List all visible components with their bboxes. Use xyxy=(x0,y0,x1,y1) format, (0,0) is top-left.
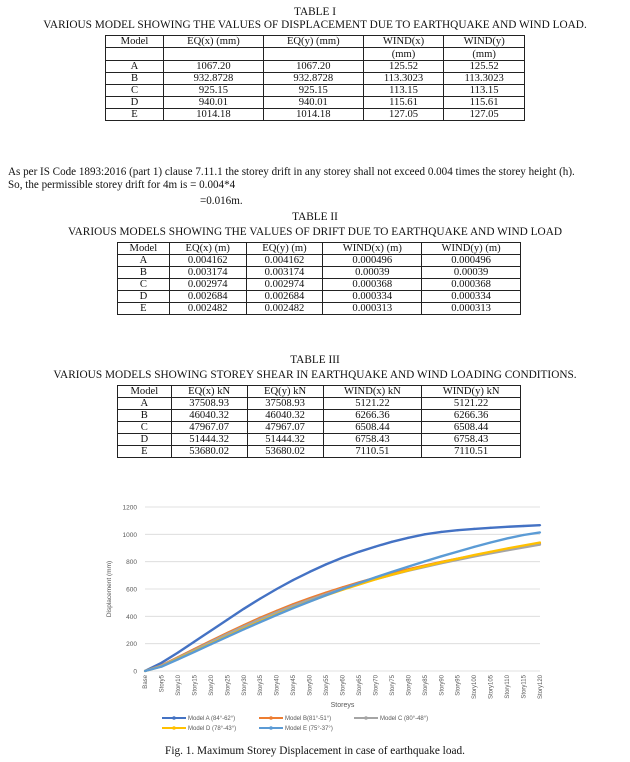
series-point xyxy=(358,551,360,553)
value-cell: 6508.44 xyxy=(323,422,422,434)
x-tick-label: Story90 xyxy=(439,675,446,696)
x-tick-label: Story85 xyxy=(422,675,429,696)
x-tick-label: Story70 xyxy=(373,675,380,696)
series-point xyxy=(325,563,327,565)
series-point xyxy=(522,525,524,527)
value-cell: 51444.32 xyxy=(247,434,323,446)
table-row xyxy=(118,303,521,315)
table-row xyxy=(106,109,525,121)
series-point xyxy=(193,651,195,653)
model-cell: B xyxy=(118,410,172,422)
table-row xyxy=(106,61,525,73)
value-cell: 7110.51 xyxy=(323,446,422,458)
legend-marker xyxy=(172,726,176,730)
header-row xyxy=(106,36,525,48)
table-row xyxy=(118,410,521,422)
column-header: WIND(y) kN xyxy=(422,386,521,398)
unit-cell: (mm) xyxy=(363,48,444,61)
x-tick-label: Story80 xyxy=(406,675,413,696)
value-cell: 0.000334 xyxy=(323,291,422,303)
header-row xyxy=(118,243,521,255)
legend-label: Model A (84°-62°) xyxy=(188,716,236,722)
x-tick-label: Story50 xyxy=(307,675,314,696)
value-cell: 0.00039 xyxy=(422,267,521,279)
value-cell: 37508.93 xyxy=(171,398,247,410)
value-cell: 5121.22 xyxy=(422,398,521,410)
series-point xyxy=(473,546,475,548)
value-cell: 1014.18 xyxy=(164,109,264,121)
value-cell: 6758.43 xyxy=(323,434,422,446)
model-cell: A xyxy=(106,61,164,73)
x-tick-label: Story120 xyxy=(538,675,544,700)
series-point xyxy=(506,547,508,549)
series-point xyxy=(440,561,442,563)
table-row xyxy=(118,279,521,291)
x-tick-label: Story40 xyxy=(274,675,281,696)
y-tick-label: 400 xyxy=(126,613,137,621)
figure-caption: Fig. 1. Maximum Storey Displacement in case of earthquake load. xyxy=(165,745,465,757)
value-cell: 127.05 xyxy=(363,109,444,121)
value-cell: 113.3023 xyxy=(363,73,444,85)
model-cell: C xyxy=(106,85,164,97)
series-point xyxy=(292,579,294,581)
column-header: EQ(y) kN xyxy=(247,386,323,398)
value-cell: 53680.02 xyxy=(171,446,247,458)
series-point xyxy=(391,541,393,543)
table1-label: TABLE I xyxy=(293,6,337,18)
model-cell: E xyxy=(118,446,172,458)
value-cell: 1067.20 xyxy=(263,61,363,73)
value-cell: 940.01 xyxy=(263,97,363,109)
value-cell: 0.000368 xyxy=(422,279,521,291)
x-tick-label: Story10 xyxy=(175,675,182,696)
series-point xyxy=(358,582,360,584)
table-row xyxy=(118,255,521,267)
x-tick-label: Story65 xyxy=(356,675,363,696)
column-header: WIND(x) kN xyxy=(323,386,422,398)
series-point xyxy=(243,628,245,630)
legend-label: Model D (78°-43°) xyxy=(188,726,237,732)
series-point xyxy=(391,571,393,573)
series-point xyxy=(259,621,261,623)
value-cell: 115.61 xyxy=(444,97,525,109)
series-point xyxy=(522,544,524,546)
value-cell: 0.004162 xyxy=(246,255,323,267)
table-row xyxy=(106,97,525,109)
legend-label: Model C (80°-48°) xyxy=(380,716,429,722)
series-point xyxy=(177,651,179,653)
y-tick-label: 1000 xyxy=(122,531,137,539)
column-header: Model xyxy=(118,386,172,398)
y-tick-label: 1200 xyxy=(122,504,137,512)
x-tick-label: Story60 xyxy=(340,675,347,696)
series-line-0 xyxy=(145,525,540,671)
series-point xyxy=(440,531,442,533)
series-point xyxy=(440,555,442,557)
x-tick-label: Story25 xyxy=(225,675,232,696)
series-point xyxy=(457,550,459,552)
series-point xyxy=(308,600,310,602)
series-point xyxy=(160,662,162,664)
x-tick-label: Story35 xyxy=(258,675,265,696)
series-point xyxy=(522,534,524,536)
value-cell: 0.003174 xyxy=(246,267,323,279)
table2-caption: VARIOUS MODELS SHOWING THE VALUES OF DRIFT DUE TO EARTHQUAKE AND WIND LOAD xyxy=(67,226,563,238)
series-point xyxy=(407,537,409,539)
column-header: Model xyxy=(106,36,164,48)
table-row xyxy=(118,434,521,446)
series-point xyxy=(506,526,508,528)
value-cell: 0.002684 xyxy=(246,291,323,303)
series-point xyxy=(210,643,212,645)
y-tick-label: 600 xyxy=(126,586,137,594)
table-row xyxy=(118,422,521,434)
series-point xyxy=(374,576,376,578)
series-point xyxy=(457,558,459,560)
header-row xyxy=(118,386,521,398)
column-header: EQ(y) (m) xyxy=(246,243,323,255)
y-tick-label: 200 xyxy=(126,641,137,649)
value-cell: 46040.32 xyxy=(247,410,323,422)
y-axis-title: Displacement (mm) xyxy=(106,560,113,618)
value-cell: 127.05 xyxy=(444,109,525,121)
series-point xyxy=(539,531,541,533)
value-cell: 7110.51 xyxy=(422,446,521,458)
value-cell: 0.003174 xyxy=(169,267,246,279)
model-cell: D xyxy=(106,97,164,109)
legend-marker xyxy=(269,716,273,720)
column-header: WIND(y) (m) xyxy=(422,243,521,255)
value-cell: 6758.43 xyxy=(422,434,521,446)
value-cell: 51444.32 xyxy=(171,434,247,446)
series-point xyxy=(276,614,278,616)
series-point xyxy=(144,670,146,672)
x-tick-label: Base xyxy=(143,675,149,689)
x-tick-label: Story95 xyxy=(455,675,462,696)
value-cell: 125.52 xyxy=(444,61,525,73)
value-cell: 1014.18 xyxy=(263,109,363,121)
value-cell: 0.002482 xyxy=(246,303,323,315)
value-cell: 0.00039 xyxy=(323,267,422,279)
table1-caption: VARIOUS MODEL SHOWING THE VALUES OF DISPLACEMENT DUE TO EARTHQUAKE AND WIND LOAD. xyxy=(43,19,587,31)
series-point xyxy=(407,569,409,571)
value-cell: 0.000496 xyxy=(323,255,422,267)
value-cell: 0.004162 xyxy=(169,255,246,267)
column-header: WIND(x) xyxy=(363,36,444,48)
model-cell: E xyxy=(106,109,164,121)
series-point xyxy=(506,537,508,539)
value-cell: 6508.44 xyxy=(422,422,521,434)
value-cell: 0.002974 xyxy=(169,279,246,291)
x-axis-title: Storeys xyxy=(330,702,355,709)
column-header: Model xyxy=(118,243,170,255)
value-cell: 47967.07 xyxy=(171,422,247,434)
column-header: WIND(y) xyxy=(444,36,525,48)
table-row xyxy=(106,73,525,85)
legend-marker xyxy=(269,726,273,730)
series-line-2 xyxy=(145,545,540,671)
value-cell: 0.000496 xyxy=(422,255,521,267)
unit-row xyxy=(106,48,525,61)
x-tick-label: Story30 xyxy=(241,675,248,696)
table-row xyxy=(118,446,521,458)
table1 xyxy=(105,35,525,121)
column-header: EQ(y) (mm) xyxy=(263,36,363,48)
legend-label: Model E (75°-37°) xyxy=(285,726,333,732)
x-tick-label: Story15 xyxy=(192,675,199,696)
series-point xyxy=(193,641,195,643)
series-point xyxy=(490,541,492,543)
table-row xyxy=(118,291,521,303)
paragraph-line-1: As per IS Code 1893:2016 (part 1) clause 7.11.1 the storey drift in any storey shall not exceed 0.004 times the storey height (h). xyxy=(8,166,575,178)
model-cell: D xyxy=(118,434,172,446)
series-point xyxy=(490,527,492,529)
unit-cell: (mm) xyxy=(444,48,525,61)
column-header: EQ(x) (mm) xyxy=(164,36,264,48)
series-point xyxy=(308,571,310,573)
value-cell: 925.15 xyxy=(164,85,264,97)
series-point xyxy=(424,560,426,562)
value-cell: 6266.36 xyxy=(323,410,422,422)
series-point xyxy=(473,554,475,556)
series-point xyxy=(210,630,212,632)
series-point xyxy=(177,658,179,660)
model-cell: C xyxy=(118,279,170,291)
x-tick-label: Story5 xyxy=(159,675,166,693)
x-tick-label: Story45 xyxy=(291,675,298,696)
value-cell: 0.000334 xyxy=(422,291,521,303)
series-point xyxy=(424,565,426,567)
series-point xyxy=(160,666,162,668)
series-point xyxy=(424,533,426,535)
x-tick-label: Story55 xyxy=(324,675,331,696)
column-header: EQ(x) kN xyxy=(171,386,247,398)
model-cell: C xyxy=(118,422,172,434)
y-tick-label: 0 xyxy=(133,668,137,676)
value-cell: 940.01 xyxy=(164,97,264,109)
table-row xyxy=(106,85,525,97)
series-point xyxy=(374,546,376,548)
series-point xyxy=(490,551,492,553)
value-cell: 115.61 xyxy=(363,97,444,109)
value-cell: 932.8728 xyxy=(164,73,264,85)
value-cell: 113.15 xyxy=(444,85,525,97)
series-point xyxy=(407,565,409,567)
value-cell: 5121.22 xyxy=(323,398,422,410)
value-cell: 0.002482 xyxy=(169,303,246,315)
value-cell: 0.000368 xyxy=(323,279,422,291)
legend-marker xyxy=(172,716,176,720)
x-tick-label: Story100 xyxy=(472,675,479,700)
table-row xyxy=(118,398,521,410)
column-header: WIND(x) (m) xyxy=(323,243,422,255)
x-tick-label: Story20 xyxy=(208,675,215,696)
value-cell: 925.15 xyxy=(263,85,363,97)
value-cell: 0.002684 xyxy=(169,291,246,303)
value-cell: 125.52 xyxy=(363,61,444,73)
model-cell: B xyxy=(106,73,164,85)
value-cell: 53680.02 xyxy=(247,446,323,458)
series-point xyxy=(226,619,228,621)
table2-label: TABLE II xyxy=(292,211,338,223)
unit-cell xyxy=(263,48,363,61)
series-point xyxy=(292,607,294,609)
series-point xyxy=(243,608,245,610)
x-tick-label: Story110 xyxy=(505,675,512,699)
x-tick-label: Story115 xyxy=(521,675,528,699)
series-point xyxy=(325,594,327,596)
paragraph-line-2: So, the permissible storey drift for 4m is = 0.004*4 xyxy=(8,179,236,191)
table3-label: TABLE III xyxy=(290,354,340,366)
series-point xyxy=(539,524,541,526)
unit-cell xyxy=(164,48,264,61)
unit-cell xyxy=(106,48,164,61)
value-cell: 1067.20 xyxy=(164,61,264,73)
value-cell: 37508.93 xyxy=(247,398,323,410)
column-header: EQ(x) (m) xyxy=(169,243,246,255)
legend-label: Model B(81°-51°) xyxy=(285,716,332,722)
table-row xyxy=(118,267,521,279)
series-point xyxy=(539,541,541,543)
series-point xyxy=(473,528,475,530)
displacement-chart xyxy=(0,493,630,743)
series-point xyxy=(457,529,459,531)
x-tick-label: Story75 xyxy=(389,675,396,696)
model-cell: D xyxy=(118,291,170,303)
series-point xyxy=(226,636,228,638)
table2 xyxy=(117,242,521,315)
model-cell: A xyxy=(118,255,170,267)
value-cell: 0.000313 xyxy=(422,303,521,315)
x-tick-label: Story105 xyxy=(488,675,495,700)
model-cell: B xyxy=(118,267,170,279)
series-point xyxy=(341,588,343,590)
value-cell: 0.002974 xyxy=(246,279,323,291)
legend-marker xyxy=(364,716,368,720)
value-cell: 0.000313 xyxy=(323,303,422,315)
table3-caption: VARIOUS MODELS SHOWING STOREY SHEAR IN EARTHQUAKE AND WIND LOADING CONDITIONS. xyxy=(53,369,577,381)
paragraph-line-3: =0.016m. xyxy=(200,195,243,207)
table3 xyxy=(117,385,521,458)
series-point xyxy=(276,588,278,590)
series-point xyxy=(259,597,261,599)
y-tick-label: 800 xyxy=(126,559,137,567)
model-cell: A xyxy=(118,398,172,410)
value-cell: 6266.36 xyxy=(422,410,521,422)
series-line-1 xyxy=(145,544,540,672)
model-cell: E xyxy=(118,303,170,315)
value-cell: 47967.07 xyxy=(247,422,323,434)
value-cell: 932.8728 xyxy=(263,73,363,85)
series-point xyxy=(391,574,393,576)
value-cell: 113.15 xyxy=(363,85,444,97)
value-cell: 46040.32 xyxy=(171,410,247,422)
value-cell: 113.3023 xyxy=(444,73,525,85)
series-point xyxy=(341,556,343,558)
